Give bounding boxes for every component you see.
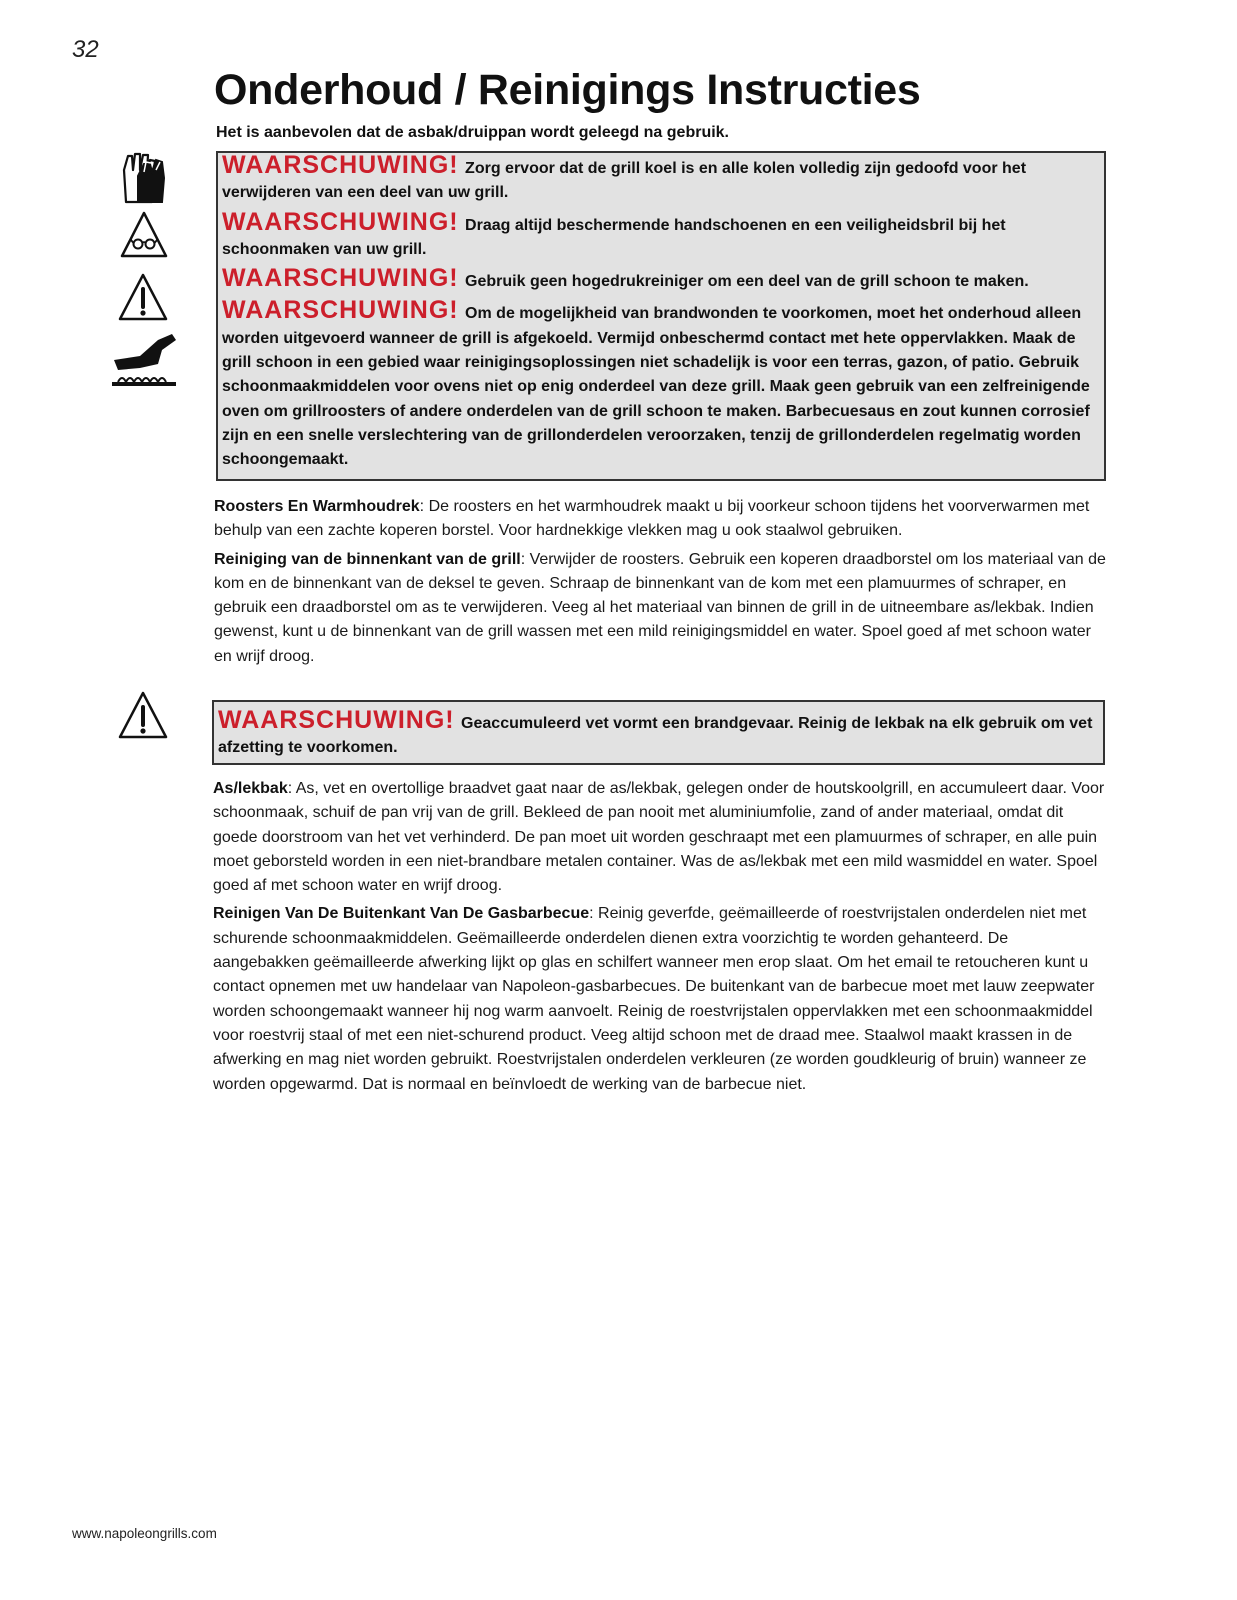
warning-label: WAARSCHUWING! [222, 151, 459, 179]
section-text: : Verwijder de roosters. Gebruik een koperen draadborstel om los materiaal van de kom en de binnenkant van de deksel te geven. Schraap de binnenkant van de kom met een plamuurmes of schraper, en gebruik een draadborstel om as te verwijderen. Veeg al het materiaal van binnen de grill in de uitneembare as/lekbak. Indien gewenst, kunt u de binnenkant van de grill wassen met een mild reinigingsmiddel en water. Spoel goed af met schoon water en wrijf droog. [214, 550, 1106, 665]
body-section-1 [214, 495, 1106, 673]
section-text: : Reinig geverfde, geëmailleerde of roestvrijstalen onderdelen niet met schurende schoonmaakmiddelen. Geëmailleerde onderdelen dienen extra voorzichtig te worden gehanteerd. De aangebakken geëmailleerde afwerking lijkt op glas en schilfert wanneer men erop slaat. Om het email te retoucheren kunt u contact opnemen met uw handelaar van Napoleon-gasbarbecues. De buitenkant van de barbecue moet met lauw zeepwater worden schoongemaakt wanneer hij nog warm aanvoelt. Reinig de roestvrijstalen oppervlakken met een schoonmaakmiddel voor roestvrij staal of met een niet-schurend product. Veeg altijd schoon met de draad mee. Staalwol maakt krassen in de afwerking en mag niet worden gebruikt. Roestvrijstalen onderdelen verkleuren (ze worden goudkleurig of bruin) wanneer ze worden opgewarmd. Dat is normaal en beïnvloedt de werking van de barbecue niet. [213, 905, 1095, 1093]
warning-label: WAARSCHUWING! [222, 207, 459, 236]
warning-box-1 [216, 151, 1106, 481]
warning-5 [218, 708, 1099, 761]
section-text: : As, vet en overtollige braadvet gaat naar de as/lekbak, gelegen onder de houtskoolgrill, en accumuleert daar. Voor schoonmaak, schuif de pan vrij van de grill. Bekleed de pan nooit met aluminiumfolie, zand of ander materiaal, omdat dit goede doorstroom van het vet verhinderd. De pan moet uit worden geschraapt met een plamuurmes of schraper, en alle puin moet geborsteld worden in een niet-brandbare metalen container. Was de as/lekbak met een mild wasmiddel en water. Spoel goed af met schoon water en wrijf droog. [213, 780, 1105, 895]
warning-label: WAARSCHUWING! [222, 264, 459, 293]
paragraph-lekbak [213, 777, 1105, 898]
body-section-2 [213, 777, 1105, 1101]
section-heading: Roosters En Warmhoudrek [214, 498, 420, 515]
footer-url: www.napoleongrills.com [72, 1526, 217, 1541]
page-title: Onderhoud / Reinigings Instructies [214, 66, 921, 114]
warning-text: Om de mogelijkheid van brandwonden te voorkomen, moet het onderhoud alleen worden uitgevoerd wanneer de grill is afgekoeld. Vermijd onbeschermd contact met hete oppervlakken. Maak de grill schoon in een gebied waar reinigingsoplossingen niet schadelijk is voor een terras, gazon, of patio. Gebruik schoonmaakmiddelen voor ovens niet op enig onderdeel van deze grill. Maak geen gebruik van een zelfreinigende oven om grillroosters of andere onderdelen van de grill schoon te maken. Barbecuesaus en zout kunnen corrosief zijn en een snelle verslechtering van de grillonderdelen veroorzaken, tenzij de grillonderdelen regelmatig worden schoongemaakt. [222, 305, 1090, 469]
warning-1 [222, 153, 1100, 206]
warning-2 [222, 207, 1100, 263]
safety-glasses-icon [120, 210, 168, 260]
hot-surface-icon [110, 330, 178, 386]
paragraph-buitenkant [213, 902, 1105, 1096]
warning-triangle-icon [118, 272, 168, 322]
warning-3 [222, 266, 1100, 294]
warning-4 [222, 298, 1100, 472]
paragraph-binnenkant [214, 548, 1106, 669]
warning-text: Geaccumuleerd vet vormt een brandgevaar. Reinig de lekbak na elk gebruik om vet afzetting te voorkomen. [218, 715, 1093, 757]
paragraph-roosters [214, 495, 1106, 544]
glove-icon [118, 150, 170, 206]
page-number: 32 [72, 36, 99, 63]
warning-text: Draag altijd beschermende handschoenen en een veiligheidsbril bij het schoonmaken van uw grill. [222, 216, 1006, 258]
warning-box-2 [212, 700, 1105, 765]
warning-label: WAARSCHUWING! [218, 706, 455, 734]
section-text: : De roosters en het warmhoudrek maakt u bij voorkeur schoon tijdens het voorverwarmen met behulp van een zachte koperen borstel. Voor hardnekkige vlekken mag u ook staalwol gebruiken. [214, 498, 1090, 540]
warning-label: WAARSCHUWING! [222, 296, 459, 325]
warning-triangle-icon [118, 690, 168, 740]
warning-text: Gebruik geen hogedrukreiniger om een deel van de grill schoon te maken. [465, 273, 1029, 291]
warning-text: Zorg ervoor dat de grill koel is en alle kolen volledig zijn gedoofd voor het verwijderen van een deel van uw grill. [222, 160, 1027, 202]
section-heading: Reiniging van de binnenkant van de grill [214, 550, 521, 568]
intro-text: Het is aanbevolen dat de asbak/druippan wordt geleegd na gebruik. [216, 124, 729, 141]
section-heading: As/lekbak [213, 780, 288, 797]
section-heading: Reinigen Van De Buitenkant Van De Gasbarbecue [213, 905, 590, 923]
